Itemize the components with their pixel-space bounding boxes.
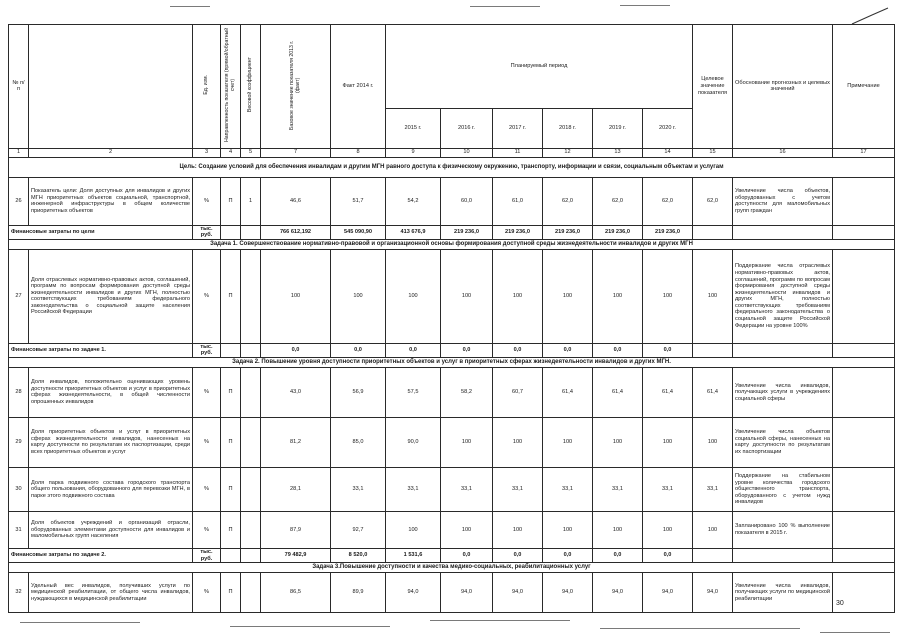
financial-row: [9, 343, 895, 357]
planned-value: 219 236,0: [593, 225, 643, 239]
header-weight: Весовой коэффициент: [241, 25, 261, 149]
remark-cell: [833, 367, 895, 417]
justification-text: [733, 343, 833, 357]
base-value: 87,9: [261, 511, 331, 548]
planned-value: 0,0: [386, 343, 441, 357]
planned-value: 0,0: [543, 343, 593, 357]
indicator-name: Доля инвалидов, положительно оценивающих уровень доступности приоритетных объектов и услуг в приоритетных сферах жизнедеятельности, в общей численности опрошенных инвалидов: [29, 367, 193, 417]
page-number: 30: [836, 600, 844, 607]
planned-value: 100: [543, 511, 593, 548]
scan-artifact: [620, 5, 670, 6]
base-value: 79 482,9: [261, 548, 331, 562]
row-number: 28: [9, 367, 29, 417]
target-value: [693, 225, 733, 239]
base-value: 766 612,192: [261, 225, 331, 239]
planned-value: 61,4: [643, 367, 693, 417]
direction-cell: П: [221, 177, 241, 225]
target-value: 100: [693, 249, 733, 343]
col-number: 17: [833, 148, 895, 157]
remark-cell: [833, 225, 895, 239]
indicator-name: Доля приоритетных объектов и услуг в приоритетных сферах жизнедеятельности инвалидов, нанесенных на карту доступности по результатам их паспортизации, среди всех приоритетных объектов и услуг: [29, 417, 193, 467]
justification-text: Увеличение числа инвалидов, получающих услуги в учреждениях социальной сферы: [733, 367, 833, 417]
header-direction: Направленность показателя (прямой/обратный счет): [221, 25, 241, 149]
planned-value: 0,0: [593, 548, 643, 562]
scan-artifact: [20, 622, 140, 623]
planned-value: 100: [493, 511, 543, 548]
financial-label: Финансовые затраты по цели: [9, 225, 193, 239]
col-number: 5: [241, 148, 261, 157]
planned-value: 62,0: [643, 177, 693, 225]
indicator-name: Показатель цели: Доля доступных для инвалидов и других МГН приоритетных объектов социальной, транспортной, инженерной инфраструктуры в общем количестве приоритетных объектов: [29, 177, 193, 225]
col-number: 4: [221, 148, 241, 157]
col-number: 8: [331, 148, 386, 157]
unit-cell: %: [193, 573, 221, 613]
planned-value: 1 531,6: [386, 548, 441, 562]
remark-cell: [833, 177, 895, 225]
fact-2014-value: 51,7: [331, 177, 386, 225]
planned-value: 0,0: [441, 548, 493, 562]
planned-value: 0,0: [493, 548, 543, 562]
row-number: 27: [9, 249, 29, 343]
direction-cell: П: [221, 249, 241, 343]
indicator-name: Доля объектов учреждений и организаций отрасли, оборудованных элементами доступности для инвалидов и маломобильных групп населения: [29, 511, 193, 548]
planned-value: 58,2: [441, 367, 493, 417]
planned-value: 219 236,0: [441, 225, 493, 239]
planned-value: 0,0: [441, 343, 493, 357]
target-value: [693, 343, 733, 357]
planned-value: 0,0: [543, 548, 593, 562]
planned-value: 90,0: [386, 417, 441, 467]
fact-2014-value: 8 520,0: [331, 548, 386, 562]
indicator-row: [9, 367, 895, 417]
remark-cell: [833, 548, 895, 562]
row-number: 26: [9, 177, 29, 225]
direction-cell: [221, 548, 241, 562]
task-row: [9, 357, 895, 367]
header-remark: Примечание: [833, 25, 895, 149]
weight-cell: [241, 548, 261, 562]
row-number: 31: [9, 511, 29, 548]
scan-artifact: [430, 620, 570, 621]
unit-cell: %: [193, 249, 221, 343]
financial-row: [9, 548, 895, 562]
justification-text: [733, 548, 833, 562]
planned-value: 0,0: [643, 548, 693, 562]
unit-cell: тыс. руб.: [193, 225, 221, 239]
col-number: 11: [493, 148, 543, 157]
planned-value: 219 236,0: [643, 225, 693, 239]
indicators-table: [8, 24, 895, 613]
header-fact-2014: Факт 2014 г.: [331, 25, 386, 149]
col-number: 14: [643, 148, 693, 157]
base-value: 81,2: [261, 417, 331, 467]
row-number: 30: [9, 467, 29, 511]
weight-cell: [241, 467, 261, 511]
planned-value: 100: [643, 249, 693, 343]
indicator-row: [9, 511, 895, 548]
planned-value: 100: [493, 249, 543, 343]
unit-cell: тыс. руб.: [193, 548, 221, 562]
header-year: 2015 г.: [386, 109, 441, 148]
scan-artifact: [600, 628, 800, 629]
planned-value: 100: [643, 417, 693, 467]
task-title: Задача 3.Повышение доступности и качества медико-социальных, реабилитационных услуг: [9, 563, 895, 573]
planned-value: 33,1: [643, 467, 693, 511]
fact-2014-value: 92,7: [331, 511, 386, 548]
target-value: 100: [693, 511, 733, 548]
col-number: 9: [386, 148, 441, 157]
direction-cell: П: [221, 467, 241, 511]
fact-2014-value: 33,1: [331, 467, 386, 511]
planned-value: 60,0: [441, 177, 493, 225]
planned-value: 61,4: [593, 367, 643, 417]
planned-value: 219 236,0: [493, 225, 543, 239]
planned-value: 94,0: [386, 573, 441, 613]
financial-label: Финансовые затраты по задаче 2.: [9, 548, 193, 562]
unit-cell: тыс. руб.: [193, 343, 221, 357]
planned-value: 100: [386, 511, 441, 548]
task-row: [9, 563, 895, 573]
target-value: 62,0: [693, 177, 733, 225]
indicator-row: [9, 573, 895, 613]
weight-cell: [241, 367, 261, 417]
col-number: 7: [261, 148, 331, 157]
planned-value: 100: [386, 249, 441, 343]
scan-artifact: [230, 626, 390, 627]
direction-cell: П: [221, 573, 241, 613]
goal-row: [9, 157, 895, 177]
remark-cell: [833, 249, 895, 343]
header-base: Базовое значение показателя 2013 г. (факт): [261, 25, 331, 149]
weight-cell: [241, 343, 261, 357]
col-number: 15: [693, 148, 733, 157]
indicator-name: Доля отраслевых нормативно-правовых актов, соглашений, программ по вопросам формирования доступной среды жизнедеятельности инвалидов и других МГН, полностью соответствующих требованиям федерального законодательства о социальной защите населения Российской Федерации: [29, 249, 193, 343]
planned-value: 100: [593, 249, 643, 343]
direction-cell: П: [221, 417, 241, 467]
header-year: 2019 г.: [593, 109, 643, 148]
justification-text: Поддержание числа отраслевых нормативно-правовых актов, соглашений, программ по вопросам формирования доступной среды жизнедеятельности инвалидов и других МГН, полностью соответствующих требованиям федерального законодательства о социальной защите Российской Федерации на уровне 100%: [733, 249, 833, 343]
col-number: 10: [441, 148, 493, 157]
base-value: 0,0: [261, 343, 331, 357]
base-value: 46,6: [261, 177, 331, 225]
planned-value: 100: [543, 417, 593, 467]
header-year: 2017 г.: [493, 109, 543, 148]
col-number: 3: [193, 148, 221, 157]
planned-value: 62,0: [593, 177, 643, 225]
fact-2014-value: 0,0: [331, 343, 386, 357]
planned-value: 100: [493, 417, 543, 467]
planned-value: 100: [593, 511, 643, 548]
base-value: 28,1: [261, 467, 331, 511]
planned-value: 33,1: [593, 467, 643, 511]
planned-value: 33,1: [386, 467, 441, 511]
indicator-row: [9, 177, 895, 225]
planned-value: 413 676,9: [386, 225, 441, 239]
header-target: Целевое значение показателя: [693, 25, 733, 149]
target-value: 94,0: [693, 573, 733, 613]
task-row: [9, 239, 895, 249]
planned-value: 94,0: [441, 573, 493, 613]
planned-value: 57,5: [386, 367, 441, 417]
planned-value: 54,2: [386, 177, 441, 225]
unit-cell: %: [193, 511, 221, 548]
financial-label: Финансовые затраты по задаче 1.: [9, 343, 193, 357]
header-name: [29, 25, 193, 149]
planned-value: 61,4: [543, 367, 593, 417]
remark-cell: [833, 467, 895, 511]
fact-2014-value: 56,9: [331, 367, 386, 417]
planned-value: 100: [643, 511, 693, 548]
weight-cell: [241, 225, 261, 239]
financial-row: [9, 225, 895, 239]
unit-cell: %: [193, 177, 221, 225]
header-justification: Обоснование прогнозных и целевых значений: [733, 25, 833, 149]
row-number: 32: [9, 573, 29, 613]
indicator-row: [9, 249, 895, 343]
remark-cell: [833, 343, 895, 357]
base-value: 100: [261, 249, 331, 343]
fact-2014-value: 545 090,90: [331, 225, 386, 239]
weight-cell: [241, 573, 261, 613]
weight-cell: [241, 511, 261, 548]
scan-artifact: [470, 6, 540, 7]
planned-value: 0,0: [493, 343, 543, 357]
indicator-name: Доля парка подвижного состава городского транспорта общего пользования, оборудованного для перевозки МГН, в парке этого подвижного состава: [29, 467, 193, 511]
planned-value: 0,0: [593, 343, 643, 357]
planned-value: 0,0: [643, 343, 693, 357]
indicator-name: Удельный вес инвалидов, получивших услуги по медицинской реабилитации, от общего числа инвалидов, нуждающихся в медицинской реабилитации: [29, 573, 193, 613]
col-number: 12: [543, 148, 593, 157]
task-title: Задача 1. Совершенствование нормативно-правовой и организационной основы формирования доступной среды жизнедеятельности инвалидов и других МГН: [9, 239, 895, 249]
justification-text: Увеличение числа инвалидов, получающих услуги по медицинской реабилитации: [733, 573, 833, 613]
weight-cell: [241, 249, 261, 343]
fact-2014-value: 100: [331, 249, 386, 343]
planned-value: 100: [441, 511, 493, 548]
planned-value: 33,1: [493, 467, 543, 511]
remark-cell: [833, 417, 895, 467]
header-planned-period: Планируемый период: [386, 25, 693, 109]
planned-value: 100: [441, 417, 493, 467]
direction-cell: [221, 225, 241, 239]
justification-text: [733, 225, 833, 239]
target-value: 100: [693, 417, 733, 467]
goal-text: Цель: Создание условий для обеспечения инвалидам и другим МГН равного доступа к физическому окружению, транспорту, информации и связи, социальным объектам и услугам: [9, 157, 895, 177]
direction-cell: П: [221, 367, 241, 417]
planned-value: 100: [593, 417, 643, 467]
planned-value: 94,0: [543, 573, 593, 613]
planned-value: 33,1: [543, 467, 593, 511]
fact-2014-value: 89,9: [331, 573, 386, 613]
unit-cell: %: [193, 467, 221, 511]
planned-value: 33,1: [441, 467, 493, 511]
planned-value: 60,7: [493, 367, 543, 417]
planned-value: 100: [543, 249, 593, 343]
remark-cell: [833, 511, 895, 548]
base-value: 86,5: [261, 573, 331, 613]
justification-text: Увеличение числа объектов, оборудованных с учетом доступности для маломобильных групп граждан: [733, 177, 833, 225]
header-year: 2020 г.: [643, 109, 693, 148]
pen-stroke-mark: [850, 6, 890, 26]
col-number: 1: [9, 148, 29, 157]
direction-cell: [221, 343, 241, 357]
weight-cell: [241, 417, 261, 467]
planned-value: 62,0: [543, 177, 593, 225]
col-number: 13: [593, 148, 643, 157]
planned-value: 100: [441, 249, 493, 343]
planned-value: 61,0: [493, 177, 543, 225]
base-value: 43,0: [261, 367, 331, 417]
scan-artifact: [170, 6, 210, 7]
justification-text: Поддержание на стабильном уровне количества городского общественного транспорта, оборудованного с учетом нужд инвалидов: [733, 467, 833, 511]
indicator-row: [9, 417, 895, 467]
direction-cell: П: [221, 511, 241, 548]
task-title: Задача 2. Повышение уровня доступности приоритетных объектов и услуг в приоритетных сферах жизнедеятельности инвалидов и других МГН.: [9, 357, 895, 367]
row-number: 29: [9, 417, 29, 467]
justification-text: Увеличение числа объектов социальной сферы, нанесенных на карту доступности по результатам их паспортизации: [733, 417, 833, 467]
unit-cell: %: [193, 417, 221, 467]
header-year: 2018 г.: [543, 109, 593, 148]
planned-value: 94,0: [593, 573, 643, 613]
planned-value: 219 236,0: [543, 225, 593, 239]
col-number: 2: [29, 148, 193, 157]
column-number-row: [9, 148, 895, 157]
header-num: № п/п: [9, 25, 29, 149]
target-value: 33,1: [693, 467, 733, 511]
weight-cell: 1: [241, 177, 261, 225]
unit-cell: %: [193, 367, 221, 417]
planned-value: 94,0: [643, 573, 693, 613]
justification-text: Запланировано 100 % выполнение показателя в 2015 г.: [733, 511, 833, 548]
header-unit: Ед. изм.: [193, 25, 221, 149]
target-value: 61,4: [693, 367, 733, 417]
fact-2014-value: 85,0: [331, 417, 386, 467]
indicator-row: [9, 467, 895, 511]
scan-artifact: [820, 632, 890, 633]
planned-value: 94,0: [493, 573, 543, 613]
header-year: 2016 г.: [441, 109, 493, 148]
target-value: [693, 548, 733, 562]
col-number: 16: [733, 148, 833, 157]
